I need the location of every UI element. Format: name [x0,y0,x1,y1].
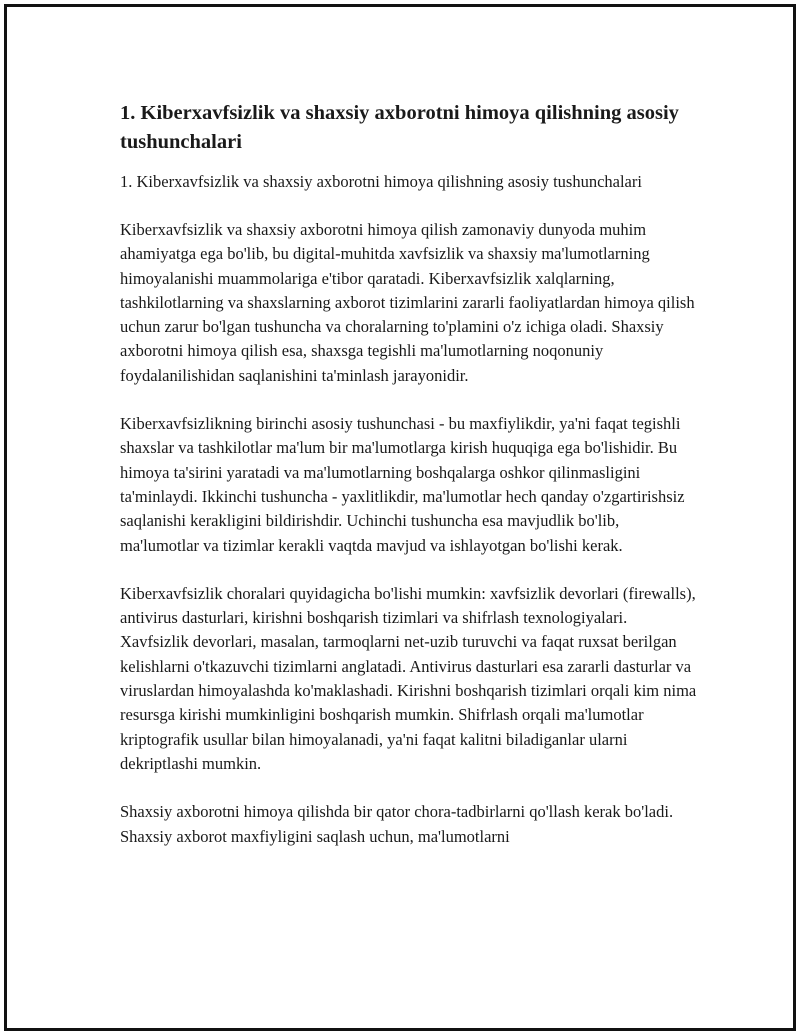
paragraph-4: Shaxsiy axborotni himoya qilishda bir qator chora-tadbirlarni qo'llash kerak bo'ladi. Shaxsiy axborot maxfiyligini saqlash uchun, ma'lumotlarni [120,802,674,846]
document-page [4,4,796,1031]
paragraph-2: Kiberxavfsizlikning birinchi asosiy tushunchasi - bu maxfiylikdir, ya'ni faqat tegishli shaxslar va tashkilotlar ma'lum bir ma'lumotlarga kirish huquqiga ega bo'lishidir. Bu himoya ta'sirini yaratadi va ma'lumotlarning boshqalarga oshkor qilinmasligini ta'minlaydi. Ikkinchi tushuncha - yaxlitlikdir, ma'lumotlar hech qanday o'zgartirishsiz saqlanishi kerakligini bildirishdir. Uchinchi tushuncha esa mavjudlik bo'lib, ma'lumotlar va tizimlar kerakli vaqtda mavjud va ishlayotgan bo'lishi kerak. [120,414,685,555]
paragraph-3: Kiberxavfsizlik choralari quyidagicha bo'lishi mumkin: xavfsizlik devorlari (firewalls), antivirus dasturlari, kirishni boshqarish tizimlari va shifrlash texnologiyalari. Xavfsizlik devorlari, masalan, tarmoqlarni net-uzib turuvchi va faqat ruxsat berilgan kelishlarni o'tkazuvchi tizimlarni anglatadi. Antivirus dasturlari esa zararli dasturlar va viruslardan himoyalashda ko'maklashadi. Kirishni boshqarish tizimlari orqali kim nima resursga kirishi mumkinligini boshqarish mumkin. Shifrlash orqali ma'lumotlar kriptografik usullar bilan himoyalanadi, ya'ni faqat kalitni biladiganlar ularni dekriptlashi mumkin. [120,583,697,773]
paragraph-1: Kiberxavfsizlik va shaxsiy axborotni himoya qilish zamonaviy dunyoda muhim ahamiyatga ega bo'lib, bu digital-muhitda xavfsizlik va shaxsiy ma'lumotlarning himoyalanishi muammolariga e'tibor qaratadi. Kiberxavfsizlik xalqlarning, tashkilotlarning va shaxslarning axborot tizimlarini zararli faoliyatlardan himoya qilish uchun zarur bo'lgan tushuncha va choralarning to'plamini o'z ichiga oladi. Shaxsiy axborotni himoya qilish esa, shaxsga tegishli ma'lumotlarning noqonuniy foydalanilishidan saqlanishini ta'minlash jarayonidir. [120,220,695,385]
document-title: 1. Kiberxavfsizlik va shaxsiy axborotni himoya qilishning asosiy tushunchalari [120,102,679,153]
document-subtitle: 1. Kiberxavfsizlik va shaxsiy axborotni himoya qilishning asosiy tushunchalari [120,172,642,191]
document-content [120,99,700,873]
